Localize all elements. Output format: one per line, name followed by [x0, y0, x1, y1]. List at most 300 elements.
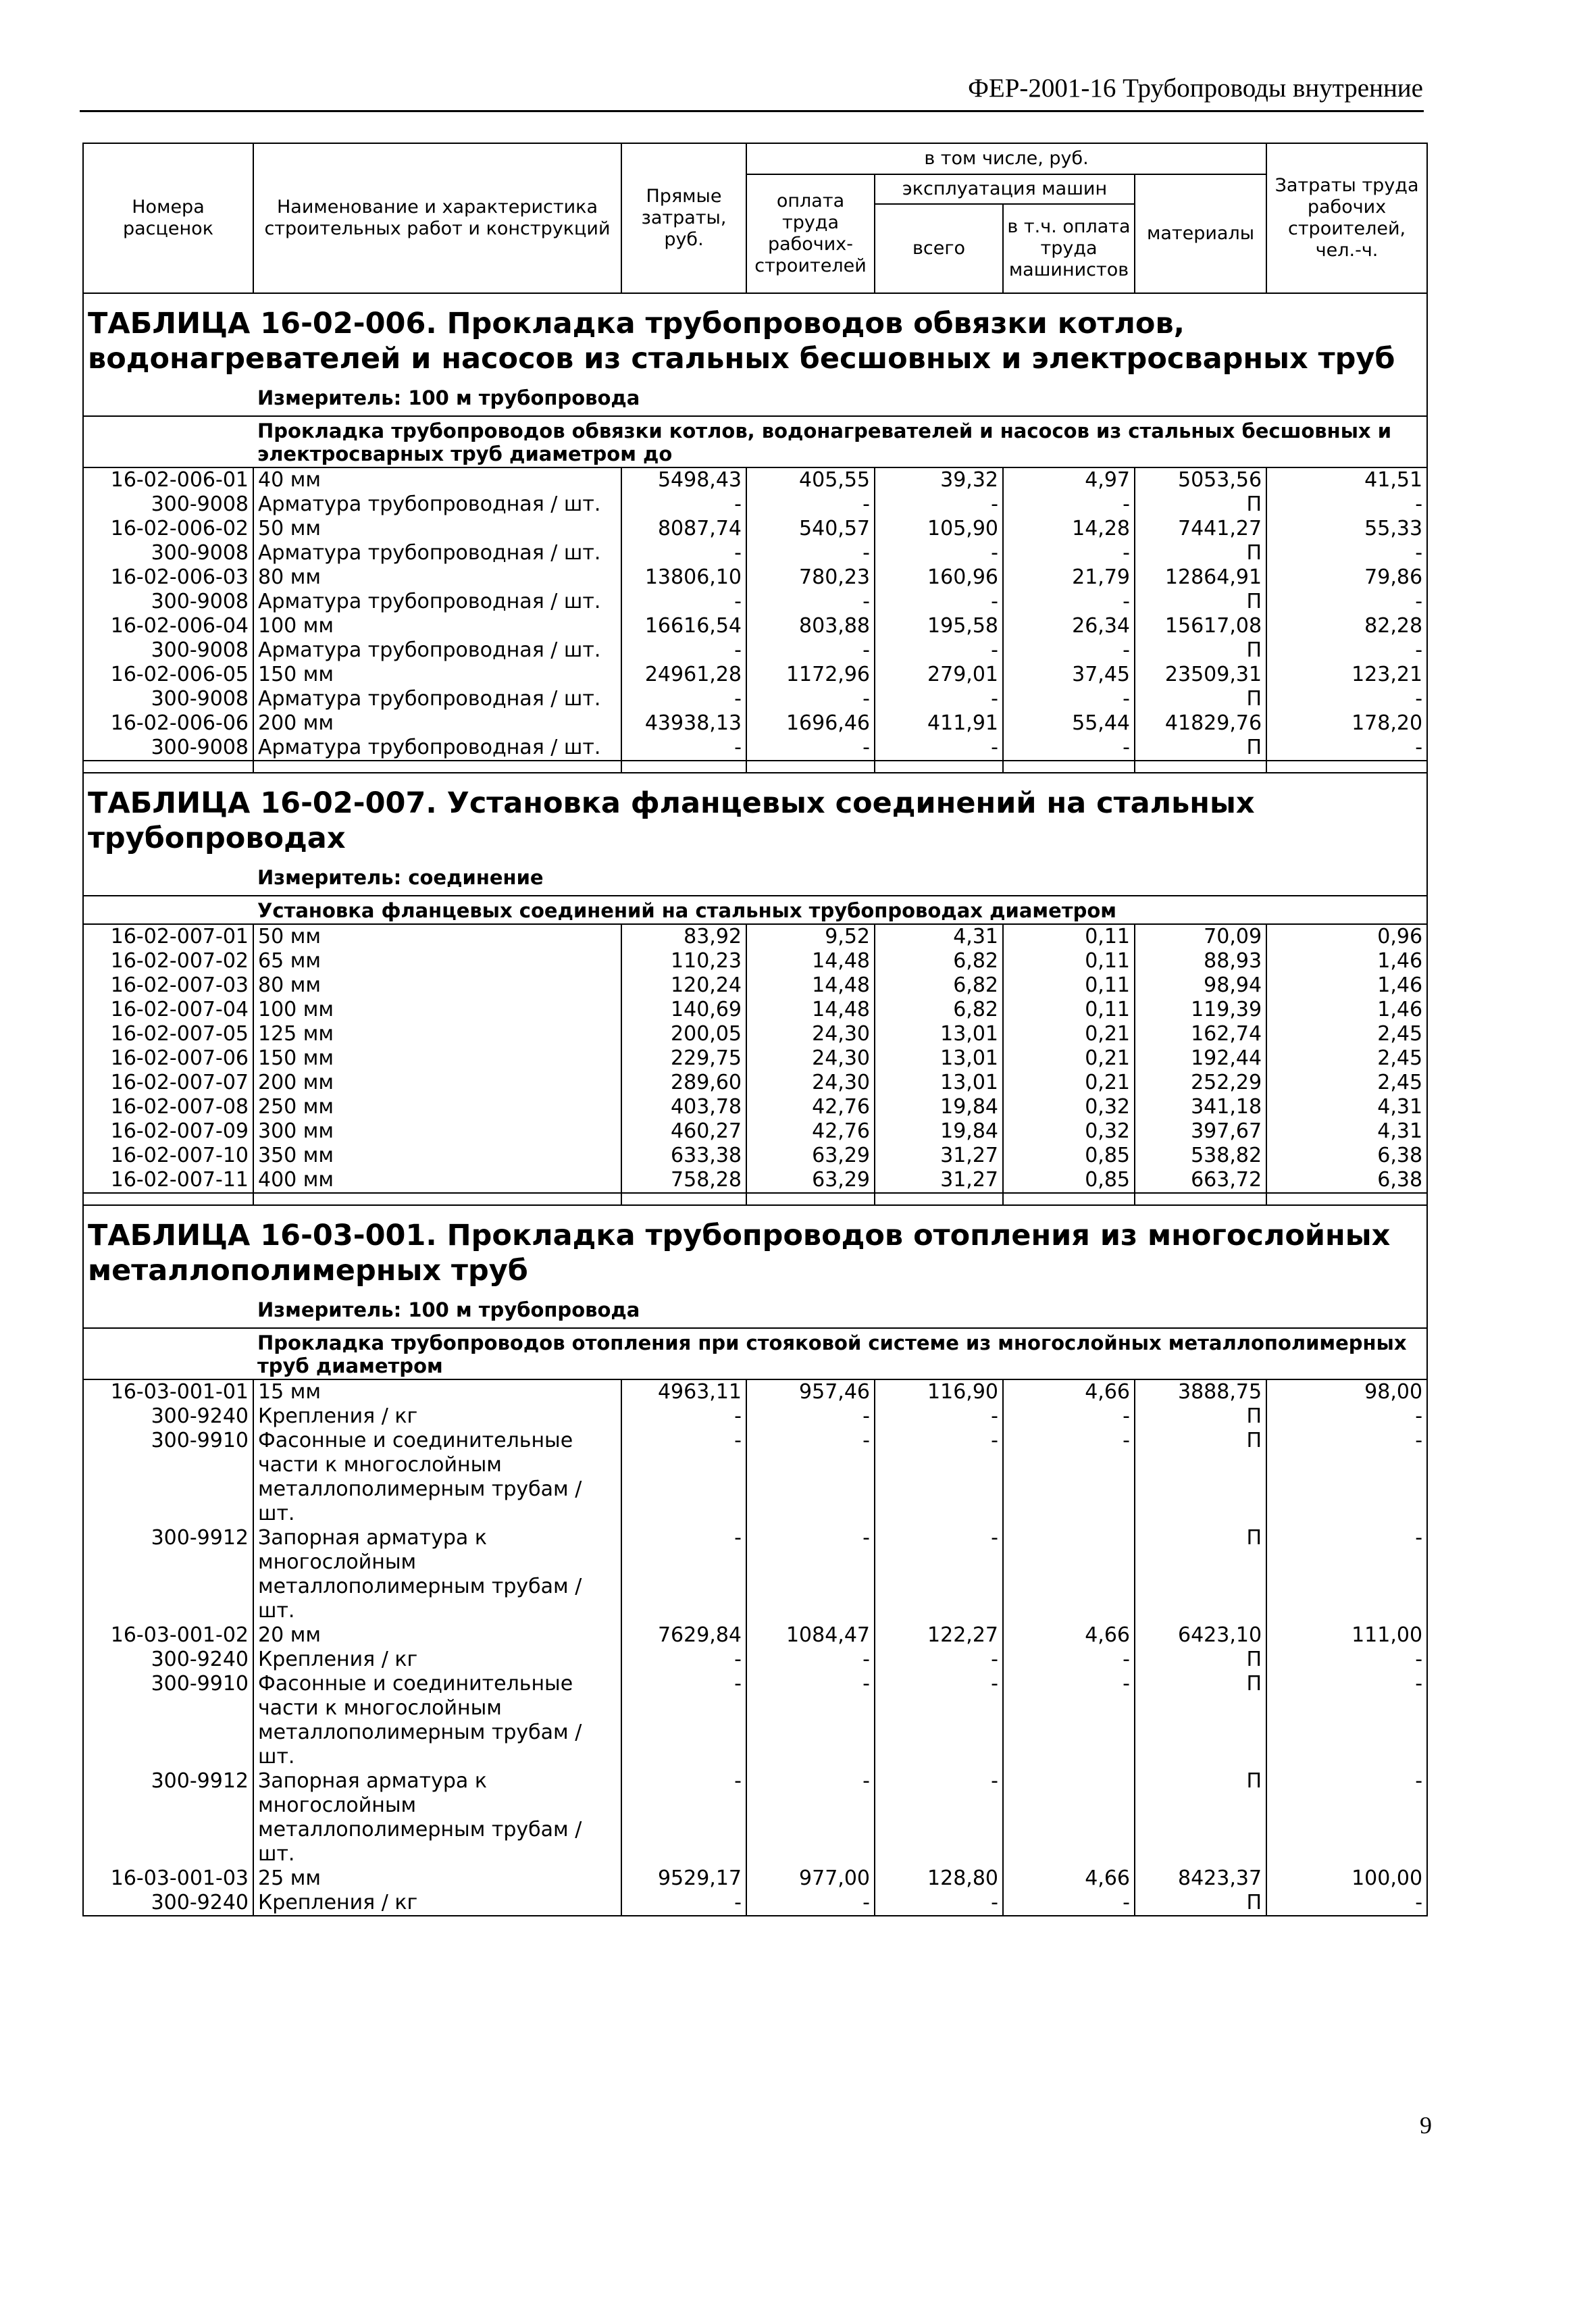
direct-costs: - — [621, 1404, 746, 1429]
table-row — [83, 492, 1427, 517]
direct-costs: - — [621, 1429, 746, 1526]
materials: 15617,08 — [1135, 614, 1266, 638]
measure-row — [83, 863, 1427, 896]
rate-code: 300-9008 — [83, 590, 253, 614]
rate-code: 300-9240 — [83, 1891, 253, 1916]
machines-total: - — [875, 1769, 1003, 1866]
gap-cell — [746, 1193, 875, 1205]
table-row — [83, 467, 1427, 492]
rate-code: 300-9240 — [83, 1404, 253, 1429]
labor-hours: 1,46 — [1266, 949, 1427, 973]
rate-code: 16-02-007-03 — [83, 973, 253, 998]
machinist-pay: - — [1003, 1672, 1135, 1769]
worker-pay: - — [746, 590, 875, 614]
materials: 98,94 — [1135, 973, 1266, 998]
table-row — [83, 663, 1427, 687]
row-name: 150 мм — [253, 663, 621, 687]
rate-code: 16-02-006-04 — [83, 614, 253, 638]
table-row — [83, 517, 1427, 541]
machinist-pay: 4,97 — [1003, 467, 1135, 492]
rate-code: 16-02-007-11 — [83, 1168, 253, 1193]
row-name: Арматура трубопроводная / шт. — [253, 687, 621, 711]
direct-costs: 83,92 — [621, 924, 746, 949]
group-row — [83, 896, 1427, 924]
price-table — [82, 143, 1428, 1916]
worker-pay: 24,30 — [746, 1022, 875, 1046]
row-name: 20 мм — [253, 1623, 621, 1648]
header-machinist-pay: в т.ч. оплата труда машинистов — [1003, 204, 1135, 293]
labor-hours: 0,96 — [1266, 924, 1427, 949]
direct-costs: - — [621, 736, 746, 761]
rate-code: 16-02-007-08 — [83, 1095, 253, 1119]
materials: 6423,10 — [1135, 1623, 1266, 1648]
row-name: 100 мм — [253, 614, 621, 638]
worker-pay: 42,76 — [746, 1095, 875, 1119]
gap-cell — [83, 761, 253, 773]
table-row — [83, 1769, 1427, 1866]
direct-costs: 120,24 — [621, 973, 746, 998]
labor-hours: - — [1266, 492, 1427, 517]
machinist-pay: 0,11 — [1003, 998, 1135, 1022]
gap-cell — [621, 761, 746, 773]
machines-total: 6,82 — [875, 949, 1003, 973]
materials: 3888,75 — [1135, 1379, 1266, 1404]
group-heading: Прокладка трубопроводов отопления при стояковой системе из многослойных металлополимерных труб диаметром — [253, 1328, 1427, 1379]
row-name: Фасонные и соединительные части к многослойным металлополимерным трубам / шт. — [253, 1672, 621, 1769]
labor-hours: 55,33 — [1266, 517, 1427, 541]
gap-cell — [253, 1193, 621, 1205]
measure-row — [83, 383, 1427, 416]
gap-cell — [875, 761, 1003, 773]
rate-code: 16-02-007-05 — [83, 1022, 253, 1046]
table-row — [83, 1046, 1427, 1071]
machines-total: - — [875, 1526, 1003, 1623]
machinist-pay: 55,44 — [1003, 711, 1135, 736]
running-header: ФЕР-2001-16 Трубопроводы внутренние — [968, 74, 1423, 103]
row-name: Арматура трубопроводная / шт. — [253, 736, 621, 761]
materials: П — [1135, 590, 1266, 614]
machines-total: 122,27 — [875, 1623, 1003, 1648]
materials: П — [1135, 1648, 1266, 1672]
rate-code: 300-9008 — [83, 736, 253, 761]
header-labor-hours: Затраты труда рабочих строителей, чел.-ч. — [1266, 143, 1427, 293]
row-name: Арматура трубопроводная / шт. — [253, 638, 621, 663]
machinist-pay: - — [1003, 590, 1135, 614]
header-including: в том числе, руб. — [746, 143, 1266, 174]
machinist-pay: 0,85 — [1003, 1144, 1135, 1168]
table-row — [83, 1404, 1427, 1429]
table-row — [83, 590, 1427, 614]
measure-spacer — [83, 863, 253, 896]
worker-pay: 14,48 — [746, 998, 875, 1022]
machines-total: - — [875, 1648, 1003, 1672]
labor-hours: - — [1266, 736, 1427, 761]
direct-costs: 4963,11 — [621, 1379, 746, 1404]
direct-costs: 7629,84 — [621, 1623, 746, 1648]
direct-costs: - — [621, 1769, 746, 1866]
labor-hours: 123,21 — [1266, 663, 1427, 687]
machines-total: 13,01 — [875, 1022, 1003, 1046]
labor-hours: 100,00 — [1266, 1866, 1427, 1891]
machinist-pay: 4,66 — [1003, 1379, 1135, 1404]
group-heading: Установка фланцевых соединений на стальных трубопроводах диаметром — [253, 896, 1427, 924]
table-measure: Измеритель: 100 м трубопровода — [253, 383, 1427, 416]
materials: П — [1135, 687, 1266, 711]
worker-pay: - — [746, 541, 875, 565]
gap-cell — [1003, 1193, 1135, 1205]
worker-pay: 957,46 — [746, 1379, 875, 1404]
direct-costs: 43938,13 — [621, 711, 746, 736]
worker-pay: 1084,47 — [746, 1623, 875, 1648]
table-row — [83, 1144, 1427, 1168]
machines-total: 31,27 — [875, 1144, 1003, 1168]
rate-code: 16-02-007-04 — [83, 998, 253, 1022]
group-row — [83, 1328, 1427, 1379]
labor-hours: - — [1266, 687, 1427, 711]
row-name: Крепления / кг — [253, 1891, 621, 1916]
measure-row — [83, 1295, 1427, 1328]
gap-cell — [1003, 761, 1135, 773]
materials: П — [1135, 1769, 1266, 1866]
machinist-pay: 0,11 — [1003, 973, 1135, 998]
worker-pay: - — [746, 736, 875, 761]
direct-costs: 633,38 — [621, 1144, 746, 1168]
labor-hours: 79,86 — [1266, 565, 1427, 590]
worker-pay: 24,30 — [746, 1046, 875, 1071]
row-name: Арматура трубопроводная / шт. — [253, 541, 621, 565]
materials: 119,39 — [1135, 998, 1266, 1022]
direct-costs: - — [621, 541, 746, 565]
worker-pay: 780,23 — [746, 565, 875, 590]
machines-total: - — [875, 1891, 1003, 1916]
labor-hours: 41,51 — [1266, 467, 1427, 492]
machinist-pay: - — [1003, 638, 1135, 663]
table-gap — [83, 761, 1427, 773]
table-row — [83, 1429, 1427, 1526]
direct-costs: 8087,74 — [621, 517, 746, 541]
table-row — [83, 924, 1427, 949]
worker-pay: - — [746, 1404, 875, 1429]
gap-cell — [746, 761, 875, 773]
gap-cell — [1266, 1193, 1427, 1205]
worker-pay: 63,29 — [746, 1168, 875, 1193]
machinist-pay: 14,28 — [1003, 517, 1135, 541]
direct-costs: - — [621, 492, 746, 517]
labor-hours: 2,45 — [1266, 1022, 1427, 1046]
rate-code: 300-9008 — [83, 541, 253, 565]
machines-total: - — [875, 736, 1003, 761]
direct-costs: 9529,17 — [621, 1866, 746, 1891]
materials: 397,67 — [1135, 1119, 1266, 1144]
rate-code: 300-9008 — [83, 492, 253, 517]
table-row — [83, 614, 1427, 638]
worker-pay: 42,76 — [746, 1119, 875, 1144]
table-row — [83, 541, 1427, 565]
worker-pay: - — [746, 1648, 875, 1672]
table-row — [83, 1022, 1427, 1046]
labor-hours: 6,38 — [1266, 1144, 1427, 1168]
materials: П — [1135, 736, 1266, 761]
machines-total: - — [875, 687, 1003, 711]
table-row — [83, 565, 1427, 590]
table-row — [83, 973, 1427, 998]
machines-total: 195,58 — [875, 614, 1003, 638]
labor-hours: - — [1266, 1526, 1427, 1623]
machines-total: 128,80 — [875, 1866, 1003, 1891]
worker-pay: 24,30 — [746, 1071, 875, 1095]
machinist-pay: - — [1003, 541, 1135, 565]
worker-pay: 405,55 — [746, 467, 875, 492]
rate-code: 16-02-006-01 — [83, 467, 253, 492]
machines-total: 19,84 — [875, 1119, 1003, 1144]
worker-pay: - — [746, 1891, 875, 1916]
machines-total: - — [875, 638, 1003, 663]
table-title-row — [83, 1205, 1427, 1295]
direct-costs: 16616,54 — [621, 614, 746, 638]
row-name: 50 мм — [253, 924, 621, 949]
table-title-row — [83, 293, 1427, 383]
table-row — [83, 1866, 1427, 1891]
materials: П — [1135, 638, 1266, 663]
worker-pay: 977,00 — [746, 1866, 875, 1891]
machines-total: - — [875, 492, 1003, 517]
rate-code: 16-03-001-03 — [83, 1866, 253, 1891]
header-codes: Номера расценок — [83, 143, 253, 293]
worker-pay: - — [746, 1672, 875, 1769]
table-title-row — [83, 773, 1427, 863]
labor-hours: 6,38 — [1266, 1168, 1427, 1193]
machinist-pay: 37,45 — [1003, 663, 1135, 687]
rate-code: 16-02-007-07 — [83, 1071, 253, 1095]
gap-cell — [253, 761, 621, 773]
table-row — [83, 949, 1427, 973]
row-name: 150 мм — [253, 1046, 621, 1071]
machinist-pay: - — [1003, 687, 1135, 711]
labor-hours: - — [1266, 1429, 1427, 1526]
materials: 341,18 — [1135, 1095, 1266, 1119]
labor-hours: - — [1266, 541, 1427, 565]
table-row — [83, 1648, 1427, 1672]
materials: П — [1135, 1526, 1266, 1623]
machinist-pay: 0,32 — [1003, 1119, 1135, 1144]
direct-costs: - — [621, 1526, 746, 1623]
rate-code: 16-02-006-03 — [83, 565, 253, 590]
direct-costs: 758,28 — [621, 1168, 746, 1193]
labor-hours: 98,00 — [1266, 1379, 1427, 1404]
materials: П — [1135, 492, 1266, 517]
row-name: Крепления / кг — [253, 1404, 621, 1429]
materials: 7441,27 — [1135, 517, 1266, 541]
table-row — [83, 736, 1427, 761]
direct-costs: - — [621, 638, 746, 663]
table-row — [83, 1168, 1427, 1193]
row-name: 200 мм — [253, 711, 621, 736]
row-name: 15 мм — [253, 1379, 621, 1404]
rate-code: 16-02-006-06 — [83, 711, 253, 736]
table-row — [83, 1891, 1427, 1916]
row-name: 125 мм — [253, 1022, 621, 1046]
rate-code: 300-9240 — [83, 1648, 253, 1672]
rate-code: 300-9008 — [83, 687, 253, 711]
materials: 70,09 — [1135, 924, 1266, 949]
labor-hours: 178,20 — [1266, 711, 1427, 736]
header-machines: эксплуатация машин — [875, 174, 1135, 204]
direct-costs: 289,60 — [621, 1071, 746, 1095]
direct-costs: 403,78 — [621, 1095, 746, 1119]
direct-costs: - — [621, 1891, 746, 1916]
rate-code: 300-9912 — [83, 1526, 253, 1623]
machines-total: - — [875, 590, 1003, 614]
machines-total: 13,01 — [875, 1046, 1003, 1071]
group-row — [83, 416, 1427, 467]
labor-hours: - — [1266, 1769, 1427, 1866]
row-name: Арматура трубопроводная / шт. — [253, 590, 621, 614]
row-name: 100 мм — [253, 998, 621, 1022]
group-heading: Прокладка трубопроводов обвязки котлов, водонагревателей и насосов из стальных бесшовных и электросварных труб диаметром до — [253, 416, 1427, 467]
header-direct-costs: Прямые затраты, руб. — [621, 143, 746, 293]
table-title: ТАБЛИЦА 16-02-006. Прокладка трубопроводов обвязки котлов, водонагревателей и насосов из стальных бесшовных и электросварных труб — [83, 293, 1427, 383]
gap-cell — [1135, 761, 1266, 773]
table-row — [83, 1526, 1427, 1623]
materials: П — [1135, 541, 1266, 565]
materials: 538,82 — [1135, 1144, 1266, 1168]
direct-costs: - — [621, 687, 746, 711]
machinist-pay: - — [1003, 1891, 1135, 1916]
labor-hours: 2,45 — [1266, 1071, 1427, 1095]
table-row — [83, 1095, 1427, 1119]
row-name: Запорная арматура к многослойным металлополимерным трубам / шт. — [253, 1526, 621, 1623]
labor-hours: - — [1266, 1891, 1427, 1916]
header-materials: материалы — [1135, 174, 1266, 293]
row-name: 250 мм — [253, 1095, 621, 1119]
header-machines-total: всего — [875, 204, 1003, 293]
table-row — [83, 638, 1427, 663]
header-rule — [80, 110, 1424, 112]
materials: 8423,37 — [1135, 1866, 1266, 1891]
table-row — [83, 1119, 1427, 1144]
table-row — [83, 1379, 1427, 1404]
worker-pay: 14,48 — [746, 949, 875, 973]
machines-total: 6,82 — [875, 998, 1003, 1022]
row-name: 65 мм — [253, 949, 621, 973]
machines-total: 6,82 — [875, 973, 1003, 998]
table-gap — [83, 1193, 1427, 1205]
row-name: 50 мм — [253, 517, 621, 541]
table-body — [83, 293, 1427, 1916]
row-name: 200 мм — [253, 1071, 621, 1095]
direct-costs: 110,23 — [621, 949, 746, 973]
machines-total: 31,27 — [875, 1168, 1003, 1193]
group-spacer — [83, 1328, 253, 1379]
rate-code: 16-02-006-02 — [83, 517, 253, 541]
labor-hours: - — [1266, 1672, 1427, 1769]
direct-costs: 200,05 — [621, 1022, 746, 1046]
direct-costs: - — [621, 590, 746, 614]
worker-pay: - — [746, 638, 875, 663]
worker-pay: - — [746, 1769, 875, 1866]
table-row — [83, 998, 1427, 1022]
group-spacer — [83, 416, 253, 467]
row-name: 80 мм — [253, 973, 621, 998]
machinist-pay: - — [1003, 1648, 1135, 1672]
materials: П — [1135, 1891, 1266, 1916]
machinist-pay: 0,21 — [1003, 1022, 1135, 1046]
machines-total: - — [875, 541, 1003, 565]
worker-pay: 14,48 — [746, 973, 875, 998]
labor-hours: 2,45 — [1266, 1046, 1427, 1071]
labor-hours: - — [1266, 1404, 1427, 1429]
row-name: Крепления / кг — [253, 1648, 621, 1672]
table-title: ТАБЛИЦА 16-02-007. Установка фланцевых соединений на стальных трубопроводах — [83, 773, 1427, 863]
worker-pay: 9,52 — [746, 924, 875, 949]
table-row — [83, 711, 1427, 736]
machinist-pay: 21,79 — [1003, 565, 1135, 590]
row-name: Запорная арматура к многослойным металлополимерным трубам / шт. — [253, 1769, 621, 1866]
rate-code: 16-02-007-01 — [83, 924, 253, 949]
machinist-pay: - — [1003, 736, 1135, 761]
machines-total: - — [875, 1404, 1003, 1429]
labor-hours: 82,28 — [1266, 614, 1427, 638]
row-name: 40 мм — [253, 467, 621, 492]
worker-pay: 803,88 — [746, 614, 875, 638]
rate-code: 300-9912 — [83, 1769, 253, 1866]
row-name: 350 мм — [253, 1144, 621, 1168]
row-name: Арматура трубопроводная / шт. — [253, 492, 621, 517]
materials: 192,44 — [1135, 1046, 1266, 1071]
rate-code: 16-02-006-05 — [83, 663, 253, 687]
direct-costs: - — [621, 1672, 746, 1769]
direct-costs: - — [621, 1648, 746, 1672]
table-header — [83, 143, 1427, 293]
worker-pay: - — [746, 687, 875, 711]
materials: 41829,76 — [1135, 711, 1266, 736]
machinist-pay: 4,66 — [1003, 1623, 1135, 1648]
direct-costs: 140,69 — [621, 998, 746, 1022]
machinist-pay: 0,11 — [1003, 924, 1135, 949]
worker-pay: 63,29 — [746, 1144, 875, 1168]
machines-total: 411,91 — [875, 711, 1003, 736]
row-name: 25 мм — [253, 1866, 621, 1891]
rate-code: 16-03-001-01 — [83, 1379, 253, 1404]
machines-total: 279,01 — [875, 663, 1003, 687]
machines-total: 19,84 — [875, 1095, 1003, 1119]
measure-spacer — [83, 1295, 253, 1328]
machines-total: 13,01 — [875, 1071, 1003, 1095]
table-row — [83, 1071, 1427, 1095]
machinist-pay: - — [1003, 1429, 1135, 1526]
machines-total: 4,31 — [875, 924, 1003, 949]
machinist-pay: 0,11 — [1003, 949, 1135, 973]
direct-costs: 24961,28 — [621, 663, 746, 687]
table-title: ТАБЛИЦА 16-03-001. Прокладка трубопроводов отопления из многослойных металлополимерных труб — [83, 1205, 1427, 1295]
rate-code: 16-02-007-09 — [83, 1119, 253, 1144]
machinist-pay — [1003, 1769, 1135, 1866]
machines-total: 160,96 — [875, 565, 1003, 590]
worker-pay: - — [746, 1429, 875, 1526]
machines-total: 39,32 — [875, 467, 1003, 492]
rate-code: 16-02-007-10 — [83, 1144, 253, 1168]
materials: 12864,91 — [1135, 565, 1266, 590]
table-measure: Измеритель: 100 м трубопровода — [253, 1295, 1427, 1328]
gap-cell — [875, 1193, 1003, 1205]
materials: П — [1135, 1429, 1266, 1526]
measure-spacer — [83, 383, 253, 416]
gap-cell — [621, 1193, 746, 1205]
materials: 88,93 — [1135, 949, 1266, 973]
labor-hours: - — [1266, 590, 1427, 614]
rate-code: 16-02-007-02 — [83, 949, 253, 973]
rate-code: 16-03-001-02 — [83, 1623, 253, 1648]
